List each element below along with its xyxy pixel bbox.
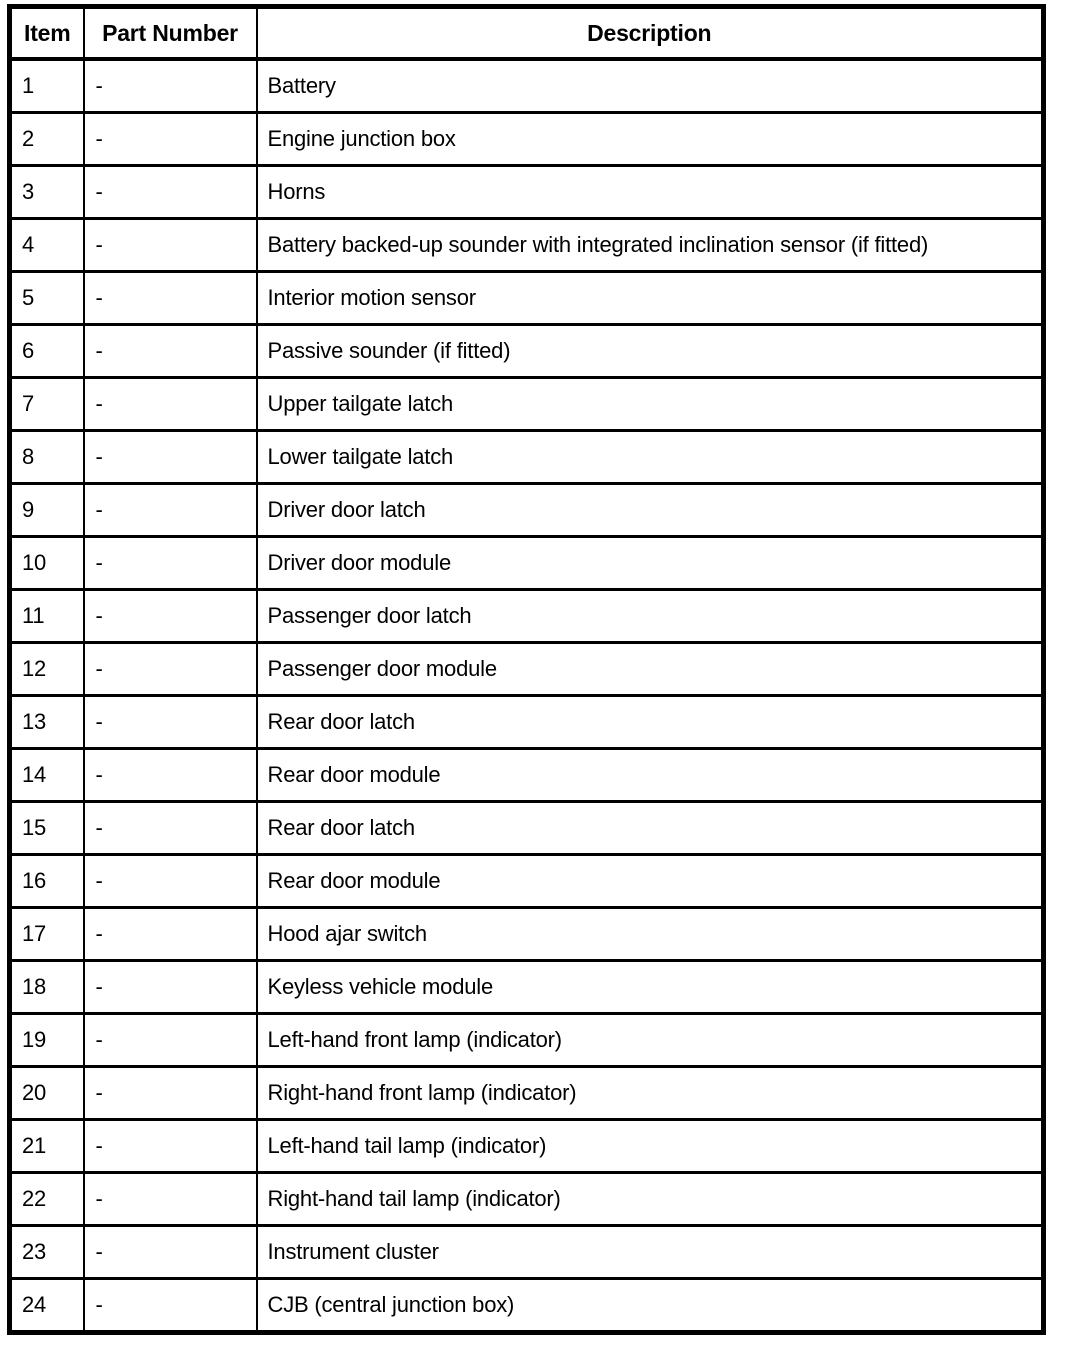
item-cell: 20 [10,1067,84,1120]
part-number-cell: - [84,696,257,749]
part-number-cell: - [84,749,257,802]
part-number-cell: - [84,1173,257,1226]
table-body [10,59,1044,1333]
part-number-cell: - [84,908,257,961]
table-row [10,484,1044,537]
description-cell: Passive sounder (if fitted) [257,325,1044,378]
part-number-cell: - [84,802,257,855]
description-cell: Upper tailgate latch [257,378,1044,431]
item-cell: 15 [10,802,84,855]
table-row [10,961,1044,1014]
description-cell: Rear door latch [257,696,1044,749]
part-number-cell: - [84,855,257,908]
description-cell: Instrument cluster [257,1226,1044,1279]
parts-table [7,4,1046,1335]
part-number-cell: - [84,113,257,166]
item-cell: 1 [10,59,84,113]
part-number-cell: - [84,1014,257,1067]
column-header-description: Description [257,7,1044,60]
header-row [10,7,1044,60]
table-row [10,1067,1044,1120]
table-row [10,696,1044,749]
table-row [10,749,1044,802]
description-cell: Passenger door module [257,643,1044,696]
description-cell: Battery backed-up sounder with integrated inclination sensor (if fitted) [257,219,1044,272]
part-number-cell: - [84,1120,257,1173]
part-number-cell: - [84,537,257,590]
part-number-cell: - [84,272,257,325]
part-number-cell: - [84,166,257,219]
item-cell: 23 [10,1226,84,1279]
item-cell: 5 [10,272,84,325]
part-number-cell: - [84,378,257,431]
part-number-cell: - [84,219,257,272]
item-cell: 6 [10,325,84,378]
table-row [10,166,1044,219]
part-number-cell: - [84,431,257,484]
table-row [10,1226,1044,1279]
item-cell: 16 [10,855,84,908]
item-cell: 7 [10,378,84,431]
part-number-cell: - [84,1279,257,1333]
item-cell: 13 [10,696,84,749]
item-cell: 22 [10,1173,84,1226]
table-row [10,272,1044,325]
item-cell: 19 [10,1014,84,1067]
table-row [10,537,1044,590]
table-row [10,643,1044,696]
item-cell: 14 [10,749,84,802]
description-cell: Horns [257,166,1044,219]
item-cell: 18 [10,961,84,1014]
description-cell: Engine junction box [257,113,1044,166]
table-row [10,219,1044,272]
description-cell: Right-hand front lamp (indicator) [257,1067,1044,1120]
item-cell: 12 [10,643,84,696]
part-number-cell: - [84,1226,257,1279]
column-header-part-number: Part Number [84,7,257,60]
description-cell: Interior motion sensor [257,272,1044,325]
table-row [10,378,1044,431]
description-cell: Lower tailgate latch [257,431,1044,484]
table-row [10,113,1044,166]
item-cell: 9 [10,484,84,537]
part-number-cell: - [84,59,257,113]
column-header-item: Item [10,7,84,60]
table-row [10,325,1044,378]
item-cell: 3 [10,166,84,219]
description-cell: CJB (central junction box) [257,1279,1044,1333]
table-row [10,590,1044,643]
table-row [10,802,1044,855]
part-number-cell: - [84,961,257,1014]
description-cell: Left-hand front lamp (indicator) [257,1014,1044,1067]
description-cell: Rear door module [257,855,1044,908]
item-cell: 24 [10,1279,84,1333]
item-cell: 2 [10,113,84,166]
item-cell: 11 [10,590,84,643]
part-number-cell: - [84,325,257,378]
item-cell: 4 [10,219,84,272]
description-cell: Right-hand tail lamp (indicator) [257,1173,1044,1226]
description-cell: Left-hand tail lamp (indicator) [257,1120,1044,1173]
item-cell: 21 [10,1120,84,1173]
description-cell: Battery [257,59,1044,113]
description-cell: Driver door module [257,537,1044,590]
description-cell: Keyless vehicle module [257,961,1044,1014]
table-row [10,855,1044,908]
table-row [10,1120,1044,1173]
table-row [10,1279,1044,1333]
item-cell: 10 [10,537,84,590]
description-cell: Driver door latch [257,484,1044,537]
item-cell: 17 [10,908,84,961]
description-cell: Rear door latch [257,802,1044,855]
table-row [10,908,1044,961]
part-number-cell: - [84,590,257,643]
table-row [10,1014,1044,1067]
part-number-cell: - [84,643,257,696]
description-cell: Hood ajar switch [257,908,1044,961]
table-row [10,1173,1044,1226]
table-row [10,431,1044,484]
item-cell: 8 [10,431,84,484]
description-cell: Rear door module [257,749,1044,802]
description-cell: Passenger door latch [257,590,1044,643]
table-row [10,59,1044,113]
part-number-cell: - [84,1067,257,1120]
part-number-cell: - [84,484,257,537]
